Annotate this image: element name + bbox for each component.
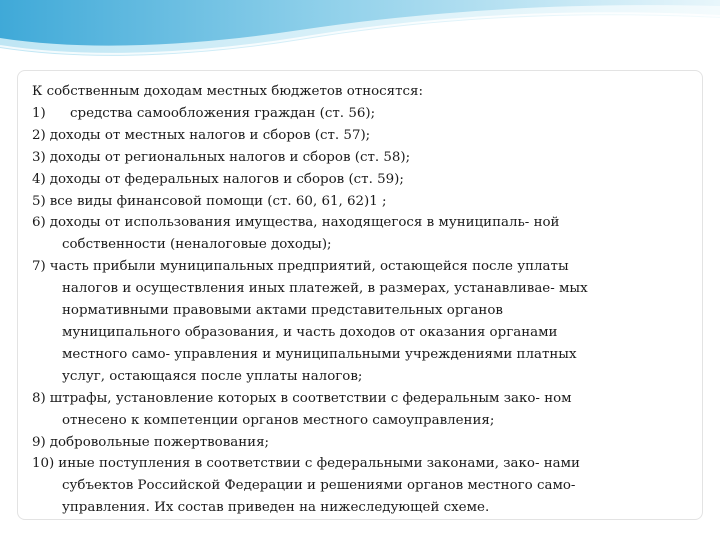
list-item-line: услуг, остающаяся после уплаты налогов; bbox=[62, 368, 363, 384]
list-item-number: 2) bbox=[32, 127, 46, 143]
list-item-line: все виды финансовой помощи (ст. 60, 61, 62)1 ; bbox=[49, 193, 387, 209]
list-item-line: налогов и осуществления иных платежей, в размерах, устанавливае- мых bbox=[62, 281, 588, 297]
list-item-number: 6) bbox=[32, 215, 46, 231]
list-item bbox=[32, 453, 688, 519]
list-item-number: 9) bbox=[32, 434, 46, 450]
list-item-line: субъектов Российской Федерации и решениями органов местного само- bbox=[62, 478, 576, 494]
list-item-text bbox=[46, 191, 688, 213]
list-item-line: собственности (неналоговые доходы); bbox=[62, 237, 332, 253]
list-item bbox=[32, 256, 688, 387]
list-item-number: 7) bbox=[32, 259, 46, 275]
list-item-text bbox=[46, 125, 688, 147]
list-item bbox=[32, 147, 688, 169]
list-item-line: доходы от местных налогов и сборов (ст. 57); bbox=[49, 127, 371, 143]
list-item-line: добровольные пожертвования; bbox=[49, 434, 270, 450]
list-item-text bbox=[46, 432, 688, 454]
list-item bbox=[32, 388, 688, 432]
list-item-text bbox=[46, 256, 688, 387]
list-item-text bbox=[54, 453, 688, 519]
list-item bbox=[32, 103, 688, 125]
list-item-text bbox=[70, 103, 688, 125]
list-item-number: 4) bbox=[32, 171, 46, 187]
list-item-line: отнесено к компетенции органов местного самоуправления; bbox=[62, 412, 495, 428]
list-item-line: местного само- управления и муниципальными учреждениями платных bbox=[62, 346, 577, 362]
list-item-line: часть прибыли муниципальных предприятий, остающейся после уплаты bbox=[49, 259, 569, 275]
list-item-line: управления. Их состав приведен на нижеследующей схеме. bbox=[62, 500, 490, 516]
intro-text: К собственным доходам местных бюджетов относятся: bbox=[32, 84, 423, 99]
list-item-line: средства самообложения граждан (ст. 56); bbox=[70, 105, 376, 121]
list-item-line: иные поступления в соответствии с федеральными законами, зако- нами bbox=[58, 456, 580, 472]
list-item bbox=[32, 432, 688, 454]
list-item bbox=[32, 169, 688, 191]
list-item-text bbox=[46, 147, 688, 169]
list-item-line: нормативными правовыми актами представительных органов bbox=[62, 303, 503, 319]
list-item-line: муниципального образования, и часть доходов от оказания органами bbox=[62, 324, 558, 340]
list-item-line: доходы от федеральных налогов и сборов (ст. 59); bbox=[49, 171, 404, 187]
list-item-number: 8) bbox=[32, 390, 46, 406]
content-panel bbox=[17, 70, 703, 520]
list-item-number: 5) bbox=[32, 193, 46, 209]
list-item-number: 10) bbox=[32, 456, 55, 472]
list-item-number: 1) bbox=[32, 105, 46, 121]
list-item-text bbox=[46, 169, 688, 191]
list-item-text bbox=[46, 212, 688, 256]
list-item-line: доходы от региональных налогов и сборов (ст. 58); bbox=[49, 149, 411, 165]
list-item-line: штрафы, установление которых в соответствии с федеральным зако- ном bbox=[49, 390, 572, 406]
list-item bbox=[32, 125, 688, 147]
list-item bbox=[32, 212, 688, 256]
income-list bbox=[32, 103, 688, 519]
list-item-line: доходы от использования имущества, находящегося в муниципаль- ной bbox=[49, 215, 560, 231]
list-item-text bbox=[46, 388, 688, 432]
list-item-number: 3) bbox=[32, 149, 46, 165]
list-item bbox=[32, 191, 688, 213]
